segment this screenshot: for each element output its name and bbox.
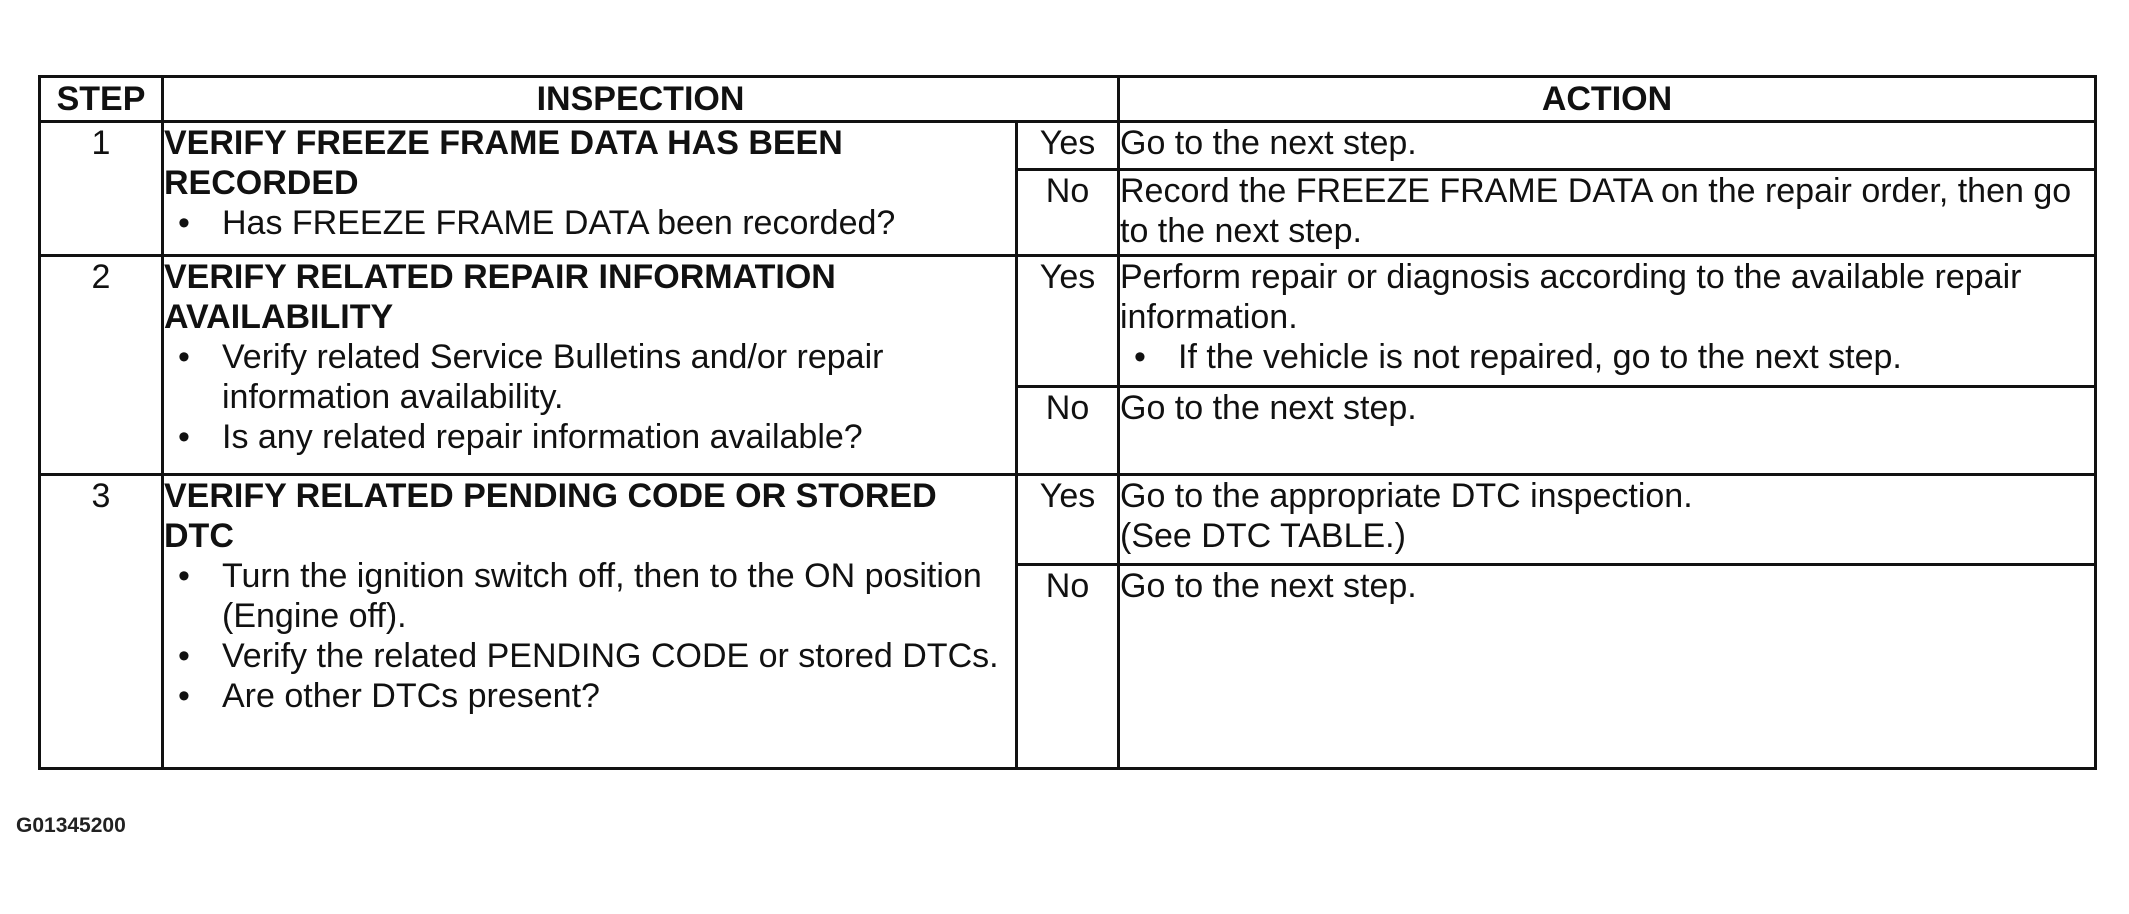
inspection-cell (163, 122, 1017, 256)
yes-label: Yes (1017, 256, 1119, 387)
action-bullets (1120, 337, 2094, 377)
no-label: No (1017, 387, 1119, 475)
inspection-title: VERIFY FREEZE FRAME DATA HAS BEEN RECORDED (164, 124, 843, 202)
figure-id: G01345200 (16, 814, 126, 837)
action-bullet: • If the vehicle is not repaired, go to the next step. (1134, 337, 2094, 377)
inspection-bullet: • Verify the related PENDING CODE or stored DTCs. (178, 636, 1015, 676)
no-action: Go to the next step. (1119, 387, 2096, 475)
inspection-bullet: • Turn the ignition switch off, then to the ON position (Engine off). (178, 556, 1015, 636)
inspection-bullets (164, 203, 1015, 243)
yes-action: Go to the appropriate DTC inspection. (1120, 477, 1693, 515)
yes-action: Go to the next step. (1119, 122, 2096, 170)
table-row (40, 475, 2096, 565)
step-number: 1 (40, 122, 163, 256)
inspection-bullet: • Has FREEZE FRAME DATA been recorded? (178, 203, 1015, 243)
yes-label: Yes (1017, 122, 1119, 170)
yes-label: Yes (1017, 475, 1119, 565)
step-number: 2 (40, 256, 163, 475)
inspection-bullet: • Is any related repair information available? (178, 417, 1015, 457)
table-row (40, 256, 2096, 387)
yes-action-note: (See DTC TABLE.) (1120, 517, 1406, 555)
inspection-bullet: • Verify related Service Bulletins and/or repair information availability. (178, 337, 1015, 417)
inspection-bullet: • Are other DTCs present? (178, 676, 1015, 716)
no-action: Record the FREEZE FRAME DATA on the repair order, then go to the next step. (1119, 170, 2096, 256)
inspection-title: VERIFY RELATED PENDING CODE OR STORED DTC (164, 477, 937, 555)
no-action: Go to the next step. (1119, 565, 2096, 769)
inspection-header: INSPECTION (163, 77, 1119, 122)
diagnostic-table (38, 75, 2097, 770)
inspection-bullets (164, 337, 1015, 457)
yes-action: Perform repair or diagnosis according to the available repair information. (1120, 258, 2022, 336)
action-header: ACTION (1119, 77, 2096, 122)
inspection-cell (163, 475, 1017, 769)
header-row (40, 77, 2096, 122)
step-header: STEP (40, 77, 163, 122)
step-number: 3 (40, 475, 163, 769)
no-label: No (1017, 170, 1119, 256)
no-label: No (1017, 565, 1119, 769)
inspection-title: VERIFY RELATED REPAIR INFORMATION AVAILABILITY (164, 258, 836, 336)
inspection-cell (163, 256, 1017, 475)
yes-action-cell (1119, 475, 2096, 565)
table-row (40, 122, 2096, 170)
yes-action-cell (1119, 256, 2096, 387)
inspection-bullets (164, 556, 1015, 716)
